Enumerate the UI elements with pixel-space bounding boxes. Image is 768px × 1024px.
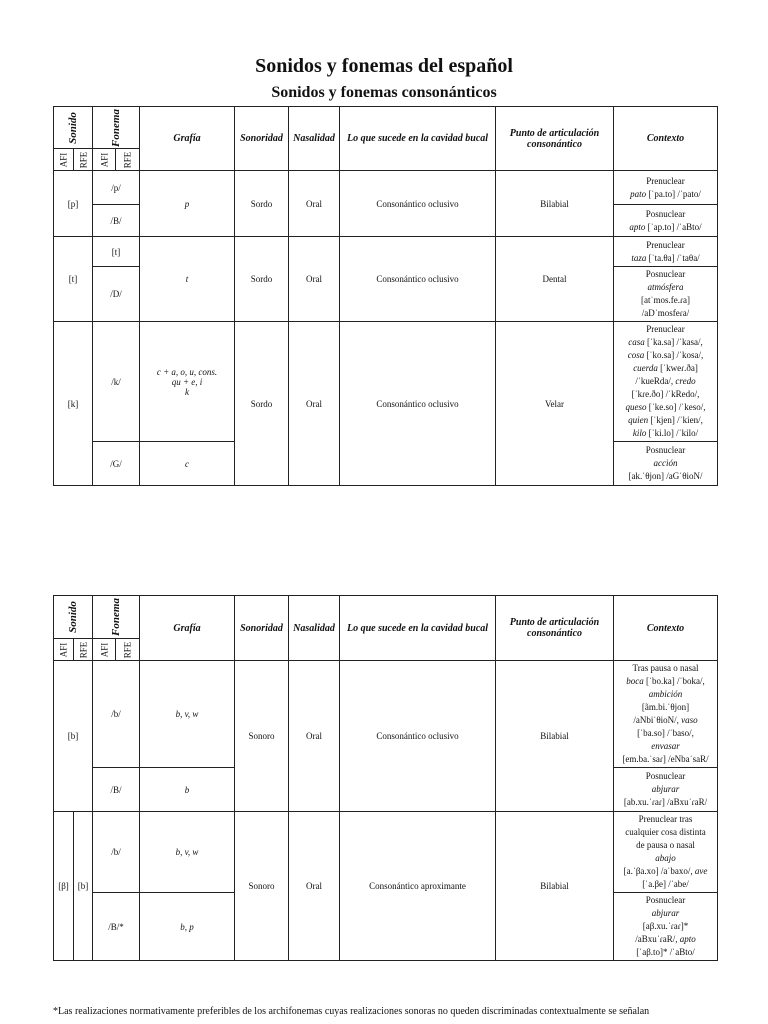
fonema-k: /k/: [93, 322, 140, 442]
fonema-p: /p/: [93, 171, 140, 205]
grafia-k-archi: c: [140, 442, 235, 486]
fonema-b: /b/: [93, 661, 140, 768]
consonant-table-2: [53, 595, 718, 961]
header-fonema-rfe: RFE: [116, 149, 140, 171]
header-grafia: Grafía: [140, 596, 235, 661]
cavidad-beta: Consonántico aproximante: [340, 812, 496, 961]
nasalidad-t: Oral: [289, 237, 340, 322]
header-sonido-afi: AFI: [54, 639, 74, 661]
sonoridad-p: Sordo: [235, 171, 289, 237]
contexto-t-posnuclear: Posnuclear atmósfera [atˈmos.fe.ɾa] /aDˈmosfeɾa/: [614, 267, 718, 322]
header-sonido-afi: AFI: [54, 149, 74, 171]
contexto-k-prenuclear: Prenuclear casa [ˈka.sa] /ˈkasa/, cosa [ˈko.sa] /ˈkosa/, cuerda [ˈkweɾ.ða] /ˈkueRda/, credo [ˈkɾe.ðo] /ˈkRedo/, queso [ˈke.so] /ˈkeso/, quien [ˈkjen] /ˈkien/, kilo [ˈki.lo] /ˈkilo/: [614, 322, 718, 442]
fonema-t: [t]: [93, 237, 140, 267]
cavidad-p: Consonántico oclusivo: [340, 171, 496, 237]
header-sonido-rfe: RFE: [74, 639, 93, 661]
header-sonido: Sonido: [54, 596, 93, 639]
sonido-k: [k]: [54, 322, 93, 486]
contexto-b-posnuclear: Posnuclear abjurar [ab.xu.ˈɾaɾ] /aBxuˈɾaR/: [614, 768, 718, 812]
header-sonido: Sonido: [54, 107, 93, 149]
cavidad-b: Consonántico oclusivo: [340, 661, 496, 812]
punto-k: Velar: [496, 322, 614, 486]
punto-b: Bilabial: [496, 661, 614, 812]
nasalidad-beta: Oral: [289, 812, 340, 961]
contexto-t-prenuclear: Prenuclear taza [ˈta.θa] /ˈtaθa/: [614, 237, 718, 267]
header-fonema-afi: AFI: [93, 149, 116, 171]
section-subtitle: Sonidos y fonemas consonánticos: [271, 84, 497, 101]
grafia-b: b, v, w: [140, 661, 235, 768]
sonido-b: [b]: [54, 661, 93, 812]
fonema-b-archi: /B/: [93, 768, 140, 812]
contexto-p-prenuclear: Prenuclear pato [ˈpa.to] /ˈpato/: [614, 171, 718, 205]
page-title: Sonidos y fonemas del español: [255, 55, 513, 77]
fonema-p-archi: /B/: [93, 205, 140, 237]
grafia-k: c + a, o, u, cons. qu + e, i k: [140, 322, 235, 442]
header-punto: Punto de articulación consonántico: [496, 107, 614, 171]
sonoridad-k: Sordo: [235, 322, 289, 486]
sonido-p: [p]: [54, 171, 93, 237]
header-fonema: Fonema: [93, 107, 140, 149]
footnote: *Las realizaciones normativamente preferibles de los archifonemas cuyas realizaciones sonoras no queden discriminadas contextualmente se señalan: [53, 1006, 650, 1017]
sonido-beta-afi: [β]: [54, 812, 74, 961]
contexto-beta-posnuclear: Posnuclear abjurar [aβ.xu.ˈɾaɾ]* /aBxuˈɾaR/, apto [ˈaβ.to]* /ˈaBto/: [614, 893, 718, 961]
fonema-k-archi: /G/: [93, 442, 140, 486]
fonema-beta: /b/: [93, 812, 140, 893]
sonoridad-t: Sordo: [235, 237, 289, 322]
header-fonema: Fonema: [93, 596, 140, 639]
fonema-t-archi: /D/: [93, 267, 140, 322]
grafia-t: t: [140, 237, 235, 322]
punto-beta: Bilabial: [496, 812, 614, 961]
sonido-beta-rfe: [b]: [74, 812, 93, 961]
grafia-beta-archi: b, p: [140, 893, 235, 961]
header-cavidad: Lo que sucede en la cavidad bucal: [340, 596, 496, 661]
header-nasalidad: Nasalidad: [289, 596, 340, 661]
header-grafia: Grafía: [140, 107, 235, 171]
header-sonido-rfe: RFE: [74, 149, 93, 171]
sonoridad-beta: Sonoro: [235, 812, 289, 961]
header-contexto: Contexto: [614, 596, 718, 661]
header-sonoridad: Sonoridad: [235, 107, 289, 171]
header-contexto: Contexto: [614, 107, 718, 171]
grafia-p: p: [140, 171, 235, 237]
nasalidad-p: Oral: [289, 171, 340, 237]
contexto-p-posnuclear: Posnuclear apto [ˈap.to] /ˈaBto/: [614, 205, 718, 237]
header-punto: Punto de articulación consonántico: [496, 596, 614, 661]
header-sonoridad: Sonoridad: [235, 596, 289, 661]
header-fonema-afi: AFI: [93, 639, 116, 661]
contexto-k-posnuclear: Posnuclear acción [ak.ˈθjon] /aGˈθioN/: [614, 442, 718, 486]
sonido-t: [t]: [54, 237, 93, 322]
sonoridad-b: Sonoro: [235, 661, 289, 812]
punto-t: Dental: [496, 237, 614, 322]
nasalidad-b: Oral: [289, 661, 340, 812]
grafia-b-archi: b: [140, 768, 235, 812]
contexto-beta-prenuclear: Prenuclear tras cualquier cosa distinta de pausa o nasal abajo [a.ˈβa.xo] /aˈbaxo/, ave [ˈa.βe] /ˈabe/: [614, 812, 718, 893]
grafia-beta: b, v, w: [140, 812, 235, 893]
cavidad-t: Consonántico oclusivo: [340, 237, 496, 322]
contexto-b-tras-pausa: Tras pausa o nasal boca [ˈbo.ka] /ˈboka/, ambición [ãm.bi.ˈθjon] /aNbiˈθioN/, vaso [ˈba.so] /ˈbaso/, envasar [em.ba.ˈsaɾ] /eNbaˈsaR/: [614, 661, 718, 768]
consonant-table-1: [53, 106, 718, 486]
nasalidad-k: Oral: [289, 322, 340, 486]
header-nasalidad: Nasalidad: [289, 107, 340, 171]
fonema-beta-archi: /B/*: [93, 893, 140, 961]
header-cavidad: Lo que sucede en la cavidad bucal: [340, 107, 496, 171]
punto-p: Bilabial: [496, 171, 614, 237]
header-fonema-rfe: RFE: [116, 639, 140, 661]
cavidad-k: Consonántico oclusivo: [340, 322, 496, 486]
